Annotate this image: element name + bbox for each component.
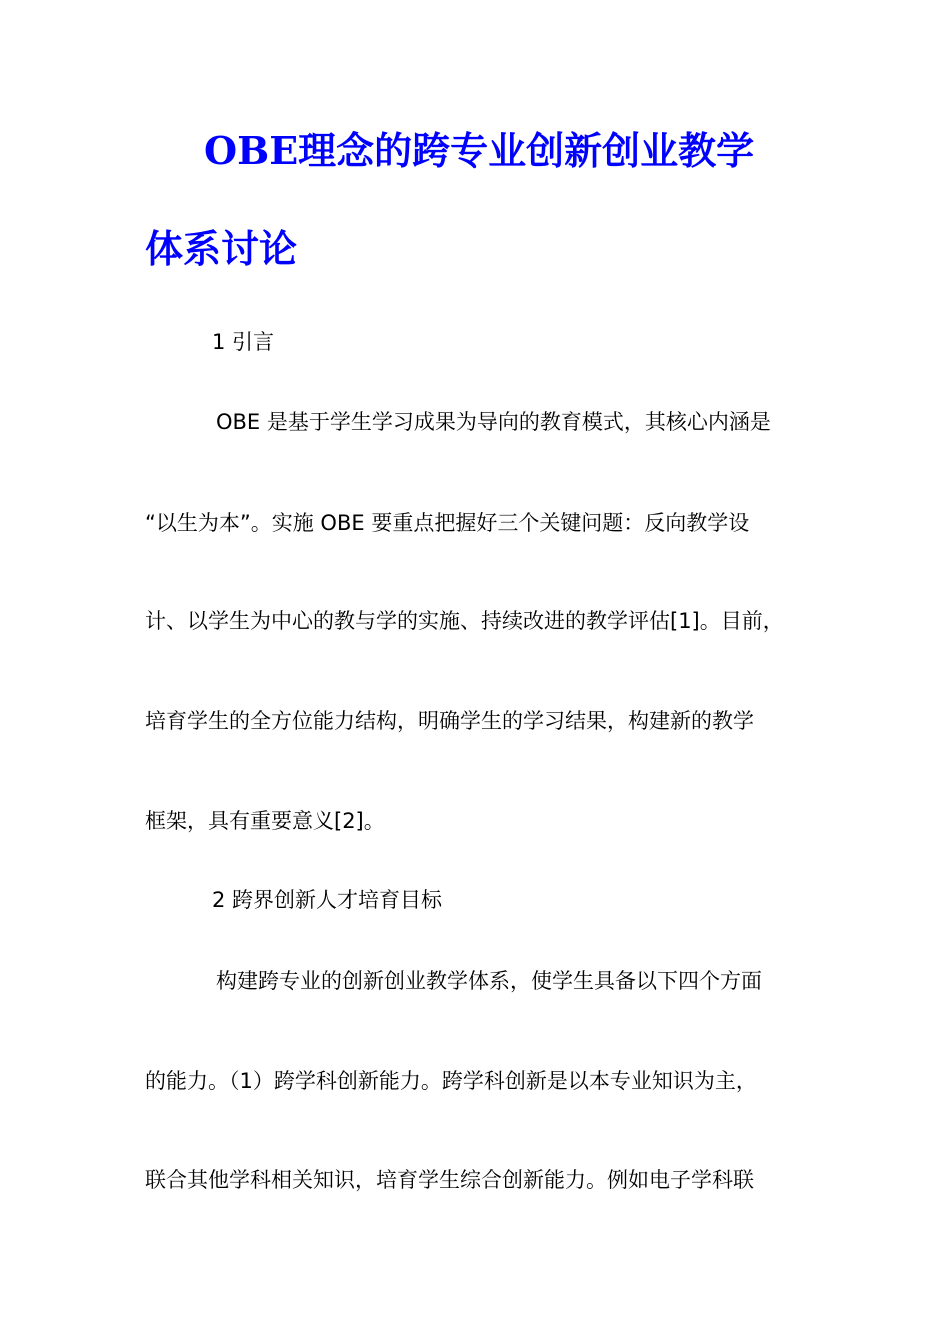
- paragraph-line: 联合其他学科相关知识，培育学生综合创新能力。例如电子学科联: [145, 1168, 754, 1192]
- section-heading-introduction: 1 引言: [212, 330, 275, 354]
- paragraph-line: 培育学生的全方位能力结构，明确学生的学习结果，构建新的教学: [145, 709, 754, 733]
- paragraph-line: 计、以学生为中心的教与学的实施、持续改进的教学评估[1]。目前，: [145, 609, 784, 633]
- document-title-line-2: 体系讨论: [145, 226, 298, 271]
- paragraph-line: 框架，具有重要意义[2]。: [145, 809, 385, 833]
- section-heading-goals: 2 跨界创新人才培育目标: [212, 888, 443, 912]
- paragraph-line: OBE 是基于学生学习成果为导向的教育模式，其核心内涵是: [216, 410, 771, 434]
- paragraph-line: 构建跨专业的创新创业教学体系，使学生具备以下四个方面: [216, 969, 762, 993]
- paragraph-line: “以生为本”。实施 OBE 要重点把握好三个关键问题：反向教学设: [145, 511, 750, 535]
- paragraph-line: 的能力。（1）跨学科创新能力。跨学科创新是以本专业知识为主，: [145, 1069, 757, 1093]
- document-title-line-1: OBE理念的跨专业创新创业教学: [204, 128, 755, 173]
